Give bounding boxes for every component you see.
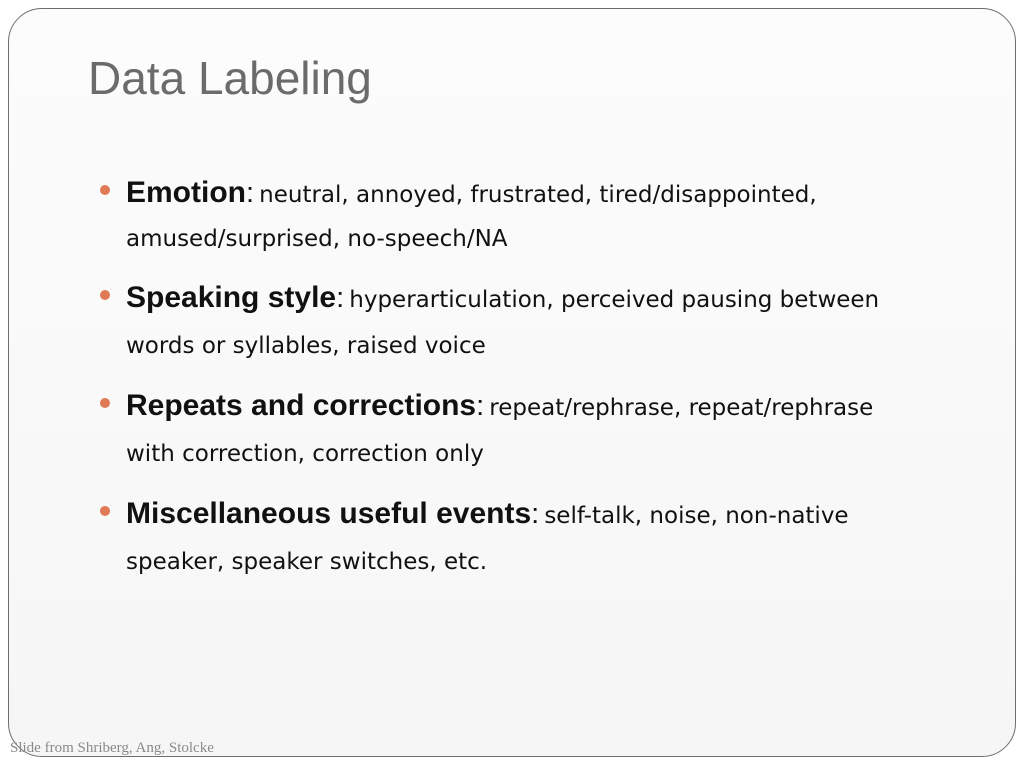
bullet-term: Speaking style [126,281,337,314]
bullet-text: neutral, annoyed, frustrated, tired/disappointed, amused/surprised, no-speech/NA [126,182,817,252]
bullet-text: hyperarticulation, perceived pausing between words or syllables, raised voice [126,287,880,359]
bullet-item-misc-events [100,491,900,585]
bullet-separator: : [336,282,345,314]
bullet-item-repeats-corrections [100,383,900,477]
bullet-text: self-talk, noise, non-native speaker, speaker switches, etc. [126,503,849,575]
bullet-separator: : [531,498,540,530]
bullet-dot-icon [100,506,110,516]
bullet-separator: : [476,390,485,422]
slide-credit: Slide from Shriberg, Ang, Stolcke [10,740,214,756]
bullet-separator: : [246,177,255,209]
bullet-dot-icon [100,398,110,408]
bullet-term: Emotion [126,176,246,209]
bullet-dot-icon [100,185,110,195]
bullet-text: repeat/rephrase, repeat/rephrase with correction, correction only [126,395,874,467]
slide-title: Data Labeling [88,52,372,104]
bullet-item-speaking-style [100,275,900,369]
bullet-dot-icon [100,290,110,300]
bullet-term: Repeats and corrections [126,389,477,422]
bullet-term: Miscellaneous useful events [126,497,532,530]
bullet-item-emotion [100,170,900,261]
bullet-list [100,170,900,599]
